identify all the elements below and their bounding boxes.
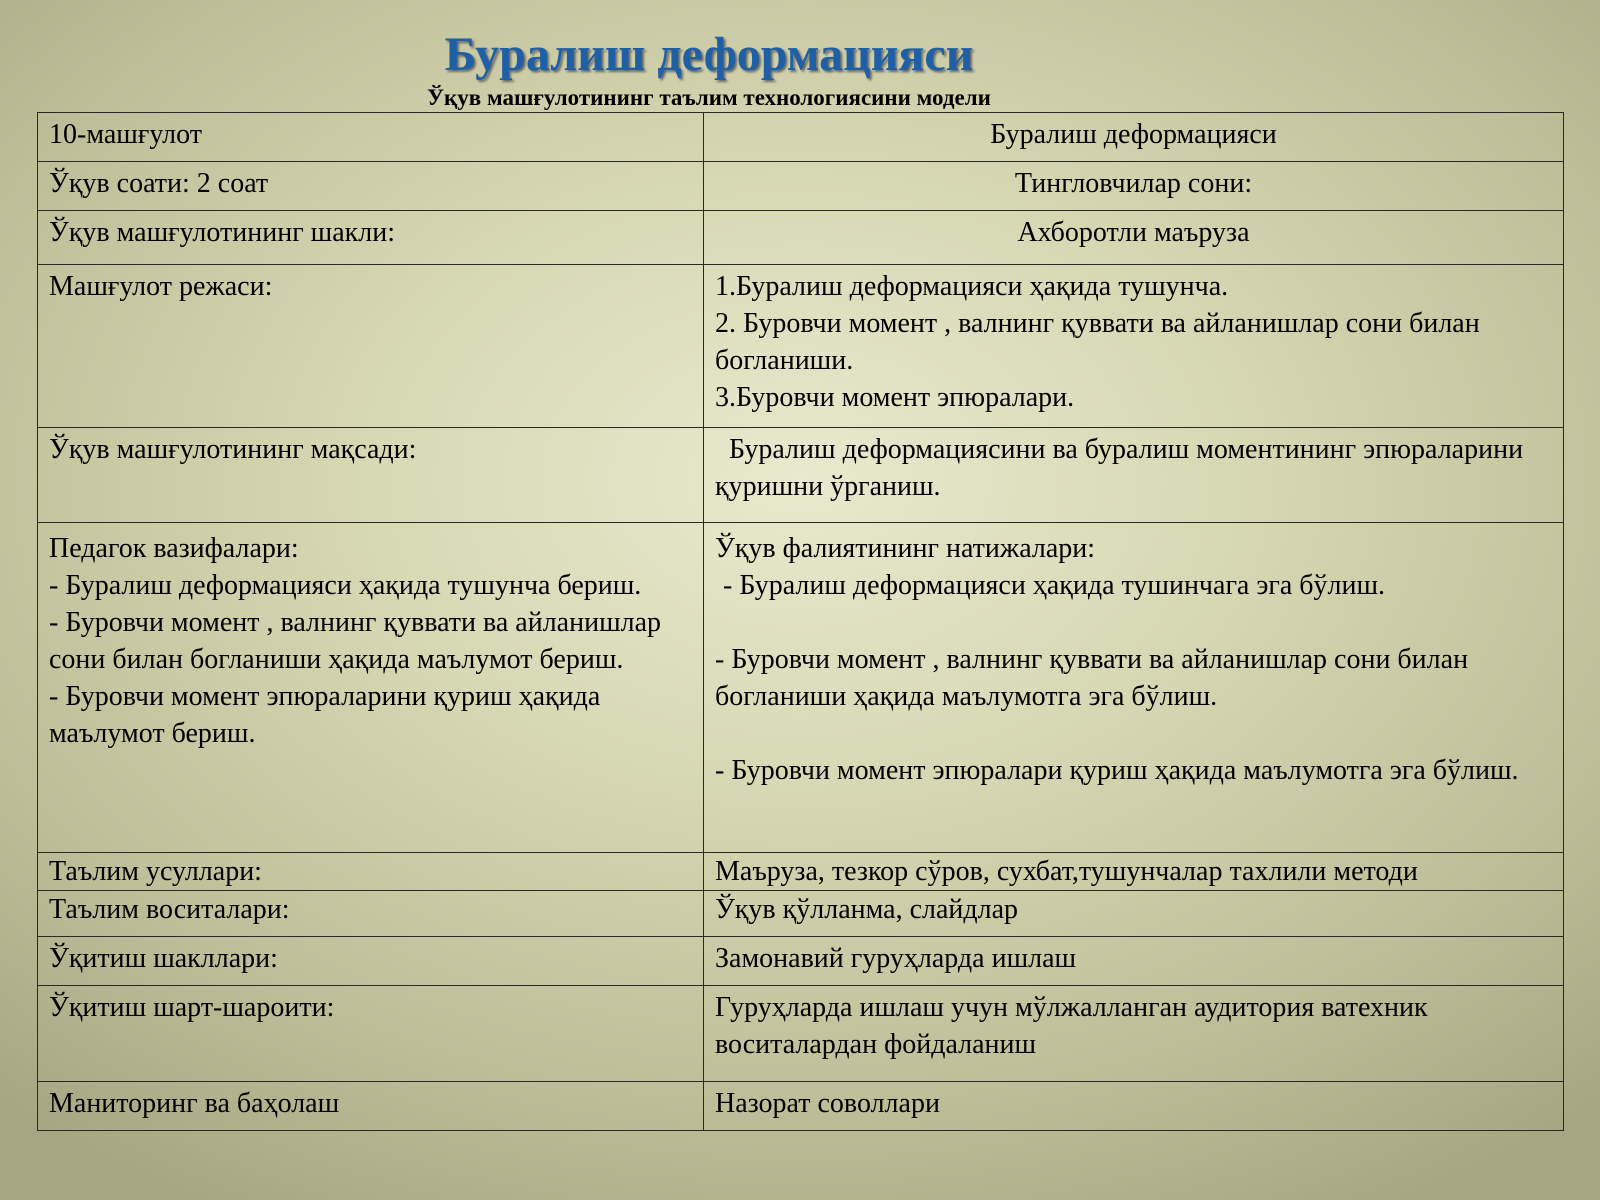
row-label: Ўқув машғулотининг шакли: <box>38 211 704 265</box>
lesson-model-table <box>37 112 1564 1131</box>
table-row <box>38 523 1564 853</box>
list-item: - Буралиш деформацияси ҳақида тушинчага эга бўлиш. <box>723 570 1386 601</box>
table-row <box>38 937 1564 986</box>
row-label: Ўқитиш шакллари: <box>38 937 704 986</box>
row-label-list <box>38 523 704 853</box>
list-item: - Буровчи момент эпюраларини қуриш ҳақида маълумот бериш. <box>49 681 601 749</box>
row-value: Буралиш деформациясини ва буралиш моментининг эпюраларини қуришни ўрганиш. <box>704 428 1564 523</box>
row-label: Маниторинг ва баҳолаш <box>38 1082 704 1131</box>
list-item: - Буралиш деформацияси ҳақида тушунча бериш. <box>49 570 642 601</box>
row-value: Замонавий гуруҳларда ишлаш <box>704 937 1564 986</box>
table-row <box>38 428 1564 523</box>
row-label: 10-машғулот <box>38 113 704 162</box>
row-value: Гуруҳларда ишлаш учун мўлжалланган аудитория ватехник воситалардан фойдаланиш <box>704 986 1564 1082</box>
table-row <box>38 265 1564 428</box>
row-label: Таълим усуллари: <box>38 853 704 891</box>
row-value: Маъруза, тезкор сўров, сухбат,тушунчалар тахлили методи <box>704 853 1564 891</box>
list-item: - Буровчи момент , валнинг қуввати ва айланишлар сони билан богланиши ҳақида маълумот бериш. <box>49 607 662 675</box>
row-label: Ўқитиш шарт-шароити: <box>38 986 704 1082</box>
table-row <box>38 853 1564 891</box>
row-value: Ахборотли маъруза <box>704 211 1564 265</box>
row-label: Ўқув соати: 2 соат <box>38 162 704 211</box>
slide-title: Буралиш деформацияси <box>444 28 974 81</box>
list-item: - Буровчи момент эпюралари қуриш ҳақида маълумотга эга бўлиш. <box>715 755 1519 786</box>
table-row <box>38 1082 1564 1131</box>
table-row <box>38 113 1564 162</box>
row-label: Таълим воситалари: <box>38 891 704 937</box>
list-item: 3.Буровчи момент эпюралари. <box>715 382 1075 413</box>
row-value-list <box>704 523 1564 853</box>
spacer <box>715 715 1552 752</box>
table-row <box>38 162 1564 211</box>
row-value-list <box>704 265 1564 428</box>
row-value: Буралиш деформацияси <box>704 113 1564 162</box>
row-label: Машғулот режаси: <box>38 265 704 428</box>
list-item: 2. Буровчи момент , валнинг қуввати ва айланишлар сони билан богланиши. <box>715 308 1480 376</box>
table-row <box>38 891 1564 937</box>
row-label: Ўқув машғулотининг мақсади: <box>38 428 704 523</box>
table-row <box>38 211 1564 265</box>
list-heading: Педагок вазифалари: <box>49 533 299 564</box>
row-value: Тингловчилар сони: <box>704 162 1564 211</box>
list-heading: Ўқув фалиятининг натижалари: <box>715 533 1096 564</box>
row-value: Ўқув қўлланма, слайдлар <box>704 891 1564 937</box>
spacer <box>715 604 1552 641</box>
list-item: 1.Буралиш деформацияси ҳақида тушунча. <box>715 271 1229 302</box>
row-value: Назорат соволлари <box>704 1082 1564 1131</box>
list-item: - Буровчи момент , валнинг қуввати ва айланишлар сони билан богланиши ҳақида маълумотга эга бўлиш. <box>715 644 1469 712</box>
slide-subtitle: Ўқув машғулотининг таълим технологиясини модели <box>427 85 991 110</box>
table-row <box>38 986 1564 1082</box>
